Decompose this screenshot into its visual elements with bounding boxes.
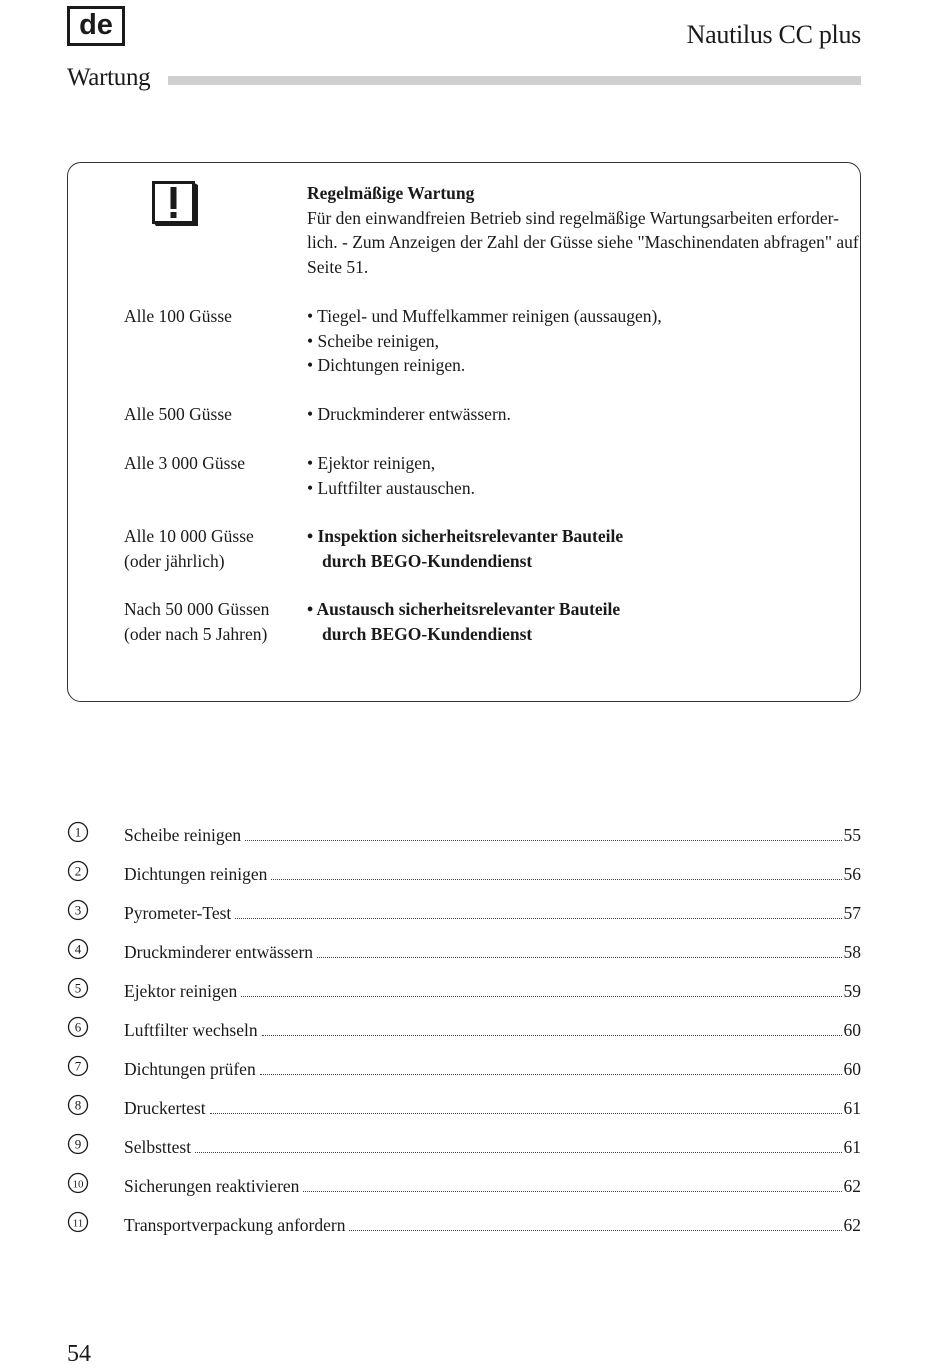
- toc-entry[interactable]: [67, 896, 861, 935]
- toc-page-number: 58: [843, 942, 861, 962]
- toc-line: [124, 1059, 861, 1080]
- schedule-interval: [124, 597, 269, 646]
- toc-number: 11: [72, 1217, 84, 1230]
- schedule-tasks: [307, 597, 667, 646]
- toc-line: [124, 1215, 861, 1236]
- toc-entry[interactable]: [67, 1169, 861, 1208]
- toc-entry[interactable]: [67, 935, 861, 974]
- task-item: • Druckminderer entwässern.: [307, 404, 511, 424]
- toc-number-circle: [67, 899, 93, 921]
- toc-entry[interactable]: [67, 857, 861, 896]
- toc-label: Transportverpackung anfordern: [124, 1215, 346, 1235]
- toc-number: 7: [74, 1058, 82, 1074]
- toc-page-number: 60: [843, 1059, 861, 1079]
- toc-label: Pyrometer-Test: [124, 903, 232, 923]
- toc-dot-leader: [271, 879, 841, 880]
- toc-number-circle: [67, 1016, 93, 1038]
- toc-page-number: 57: [843, 903, 861, 923]
- intro-line: Seite 51.: [307, 256, 369, 277]
- toc-number-circle: [67, 821, 93, 843]
- toc-number: 6: [74, 1019, 82, 1035]
- schedule-interval: [124, 304, 232, 329]
- toc-dot-leader: [260, 1074, 842, 1075]
- task-item: • Scheibe reinigen,: [307, 330, 439, 351]
- toc-label: Druckertest: [124, 1098, 206, 1118]
- document-title: Nautilus CC plus: [686, 20, 861, 49]
- page-number: 54: [67, 1341, 91, 1367]
- toc-label: Sicherungen reaktivieren: [124, 1176, 300, 1196]
- toc-page-number: 62: [843, 1176, 861, 1196]
- task-item: • Ejektor reinigen,: [307, 453, 436, 473]
- schedule-interval: [124, 451, 245, 476]
- toc-entry[interactable]: [67, 1208, 861, 1247]
- toc-number: 4: [74, 941, 82, 957]
- toc-label: Ejektor reinigen: [124, 981, 238, 1001]
- toc-number: 9: [74, 1136, 82, 1152]
- toc-page-number: 62: [843, 1215, 861, 1235]
- toc-number: 10: [72, 1178, 84, 1191]
- toc-dot-leader: [262, 1035, 842, 1036]
- maintenance-intro: [307, 181, 862, 279]
- schedule-tasks: [307, 304, 662, 378]
- interval-note: (oder nach 5 Jahren): [124, 623, 268, 644]
- toc-number: 3: [74, 902, 82, 918]
- toc-dot-leader: [317, 957, 841, 958]
- toc-number-circle: [67, 938, 93, 960]
- toc-label: Selbsttest: [124, 1137, 192, 1157]
- toc-line: [124, 942, 861, 963]
- toc-entry[interactable]: [67, 1052, 861, 1091]
- toc-label: Dichtungen prüfen: [124, 1059, 256, 1079]
- toc-dot-leader: [195, 1152, 841, 1153]
- toc-page-number: 55: [843, 825, 861, 845]
- toc-line: [124, 825, 861, 846]
- toc-number-circle: [67, 1211, 93, 1233]
- toc-line: [124, 903, 861, 924]
- toc-dot-leader: [245, 840, 841, 841]
- toc-page-number: 61: [843, 1098, 861, 1118]
- toc-number: 2: [74, 863, 82, 879]
- warning-icon: [152, 181, 200, 227]
- toc-number-circle: [67, 1172, 93, 1194]
- toc-number-circle: [67, 860, 93, 882]
- toc-entry[interactable]: [67, 1130, 861, 1169]
- toc-number-circle: [67, 977, 93, 999]
- toc-dot-leader: [303, 1191, 841, 1192]
- interval-text: Alle 10 000 Güsse: [124, 526, 254, 546]
- interval-text: Nach 50 000 Güssen: [124, 599, 270, 619]
- interval-text: Alle 500 Güsse: [124, 404, 232, 424]
- toc-dot-leader: [210, 1113, 842, 1114]
- task-item: • Austausch sicherheitsrelevanter Bauteile durch BEGO-Kundendienst: [307, 599, 621, 644]
- toc-line: [124, 1176, 861, 1197]
- toc-number: 1: [74, 824, 82, 840]
- interval-text: Alle 3 000 Güsse: [124, 453, 246, 473]
- toc-line: [124, 1020, 861, 1041]
- toc-label: Dichtungen reinigen: [124, 864, 268, 884]
- toc-label: Luftfilter wechseln: [124, 1020, 258, 1040]
- schedule-tasks: [307, 524, 667, 573]
- toc-page-number: 59: [843, 981, 861, 1001]
- language-badge: de: [67, 6, 125, 46]
- section-rule: [168, 76, 861, 85]
- toc-entry[interactable]: [67, 1091, 861, 1130]
- toc-number-circle: [67, 1094, 93, 1116]
- schedule-interval: [124, 524, 254, 573]
- toc-dot-leader: [241, 996, 841, 997]
- intro-line: Für den einwandfreien Betrieb sind regelmäßige Wartungsarbeiten erforder-: [307, 207, 839, 228]
- toc-number-circle: [67, 1133, 93, 1155]
- toc-label: Druckminderer entwässern: [124, 942, 314, 962]
- task-item: • Tiegel- und Muffelkammer reinigen (aussaugen),: [307, 306, 662, 326]
- table-of-contents: [67, 818, 861, 1247]
- toc-label: Scheibe reinigen: [124, 825, 242, 845]
- interval-text: Alle 100 Güsse: [124, 306, 232, 326]
- toc-number: 8: [74, 1097, 82, 1113]
- schedule-tasks: [307, 451, 475, 500]
- section-title: Wartung: [67, 64, 151, 91]
- schedule-tasks: [307, 402, 511, 427]
- toc-entry[interactable]: [67, 1013, 861, 1052]
- toc-line: [124, 1098, 861, 1119]
- toc-line: [124, 1137, 861, 1158]
- toc-number-circle: [67, 1055, 93, 1077]
- toc-line: [124, 864, 861, 885]
- toc-page-number: 60: [843, 1020, 861, 1040]
- intro-line: lich. - Zum Anzeigen der Zahl der Güsse siehe "Maschinendaten abfragen" auf: [307, 232, 859, 252]
- toc-entry[interactable]: [67, 818, 861, 857]
- toc-number: 5: [74, 980, 82, 996]
- toc-dot-leader: [349, 1230, 841, 1231]
- schedule-interval: [124, 402, 232, 427]
- task-item: • Dichtungen reinigen.: [307, 355, 466, 375]
- toc-page-number: 61: [843, 1137, 861, 1157]
- toc-dot-leader: [235, 918, 841, 919]
- toc-entry[interactable]: [67, 974, 861, 1013]
- interval-note: (oder jährlich): [124, 550, 225, 571]
- task-item: • Inspektion sicherheitsrelevanter Bauteile durch BEGO-Kundendienst: [307, 526, 624, 571]
- toc-page-number: 56: [843, 864, 861, 884]
- toc-line: [124, 981, 861, 1002]
- task-item: • Luftfilter austauschen.: [307, 477, 475, 498]
- maintenance-heading: Regelmäßige Wartung: [307, 183, 475, 203]
